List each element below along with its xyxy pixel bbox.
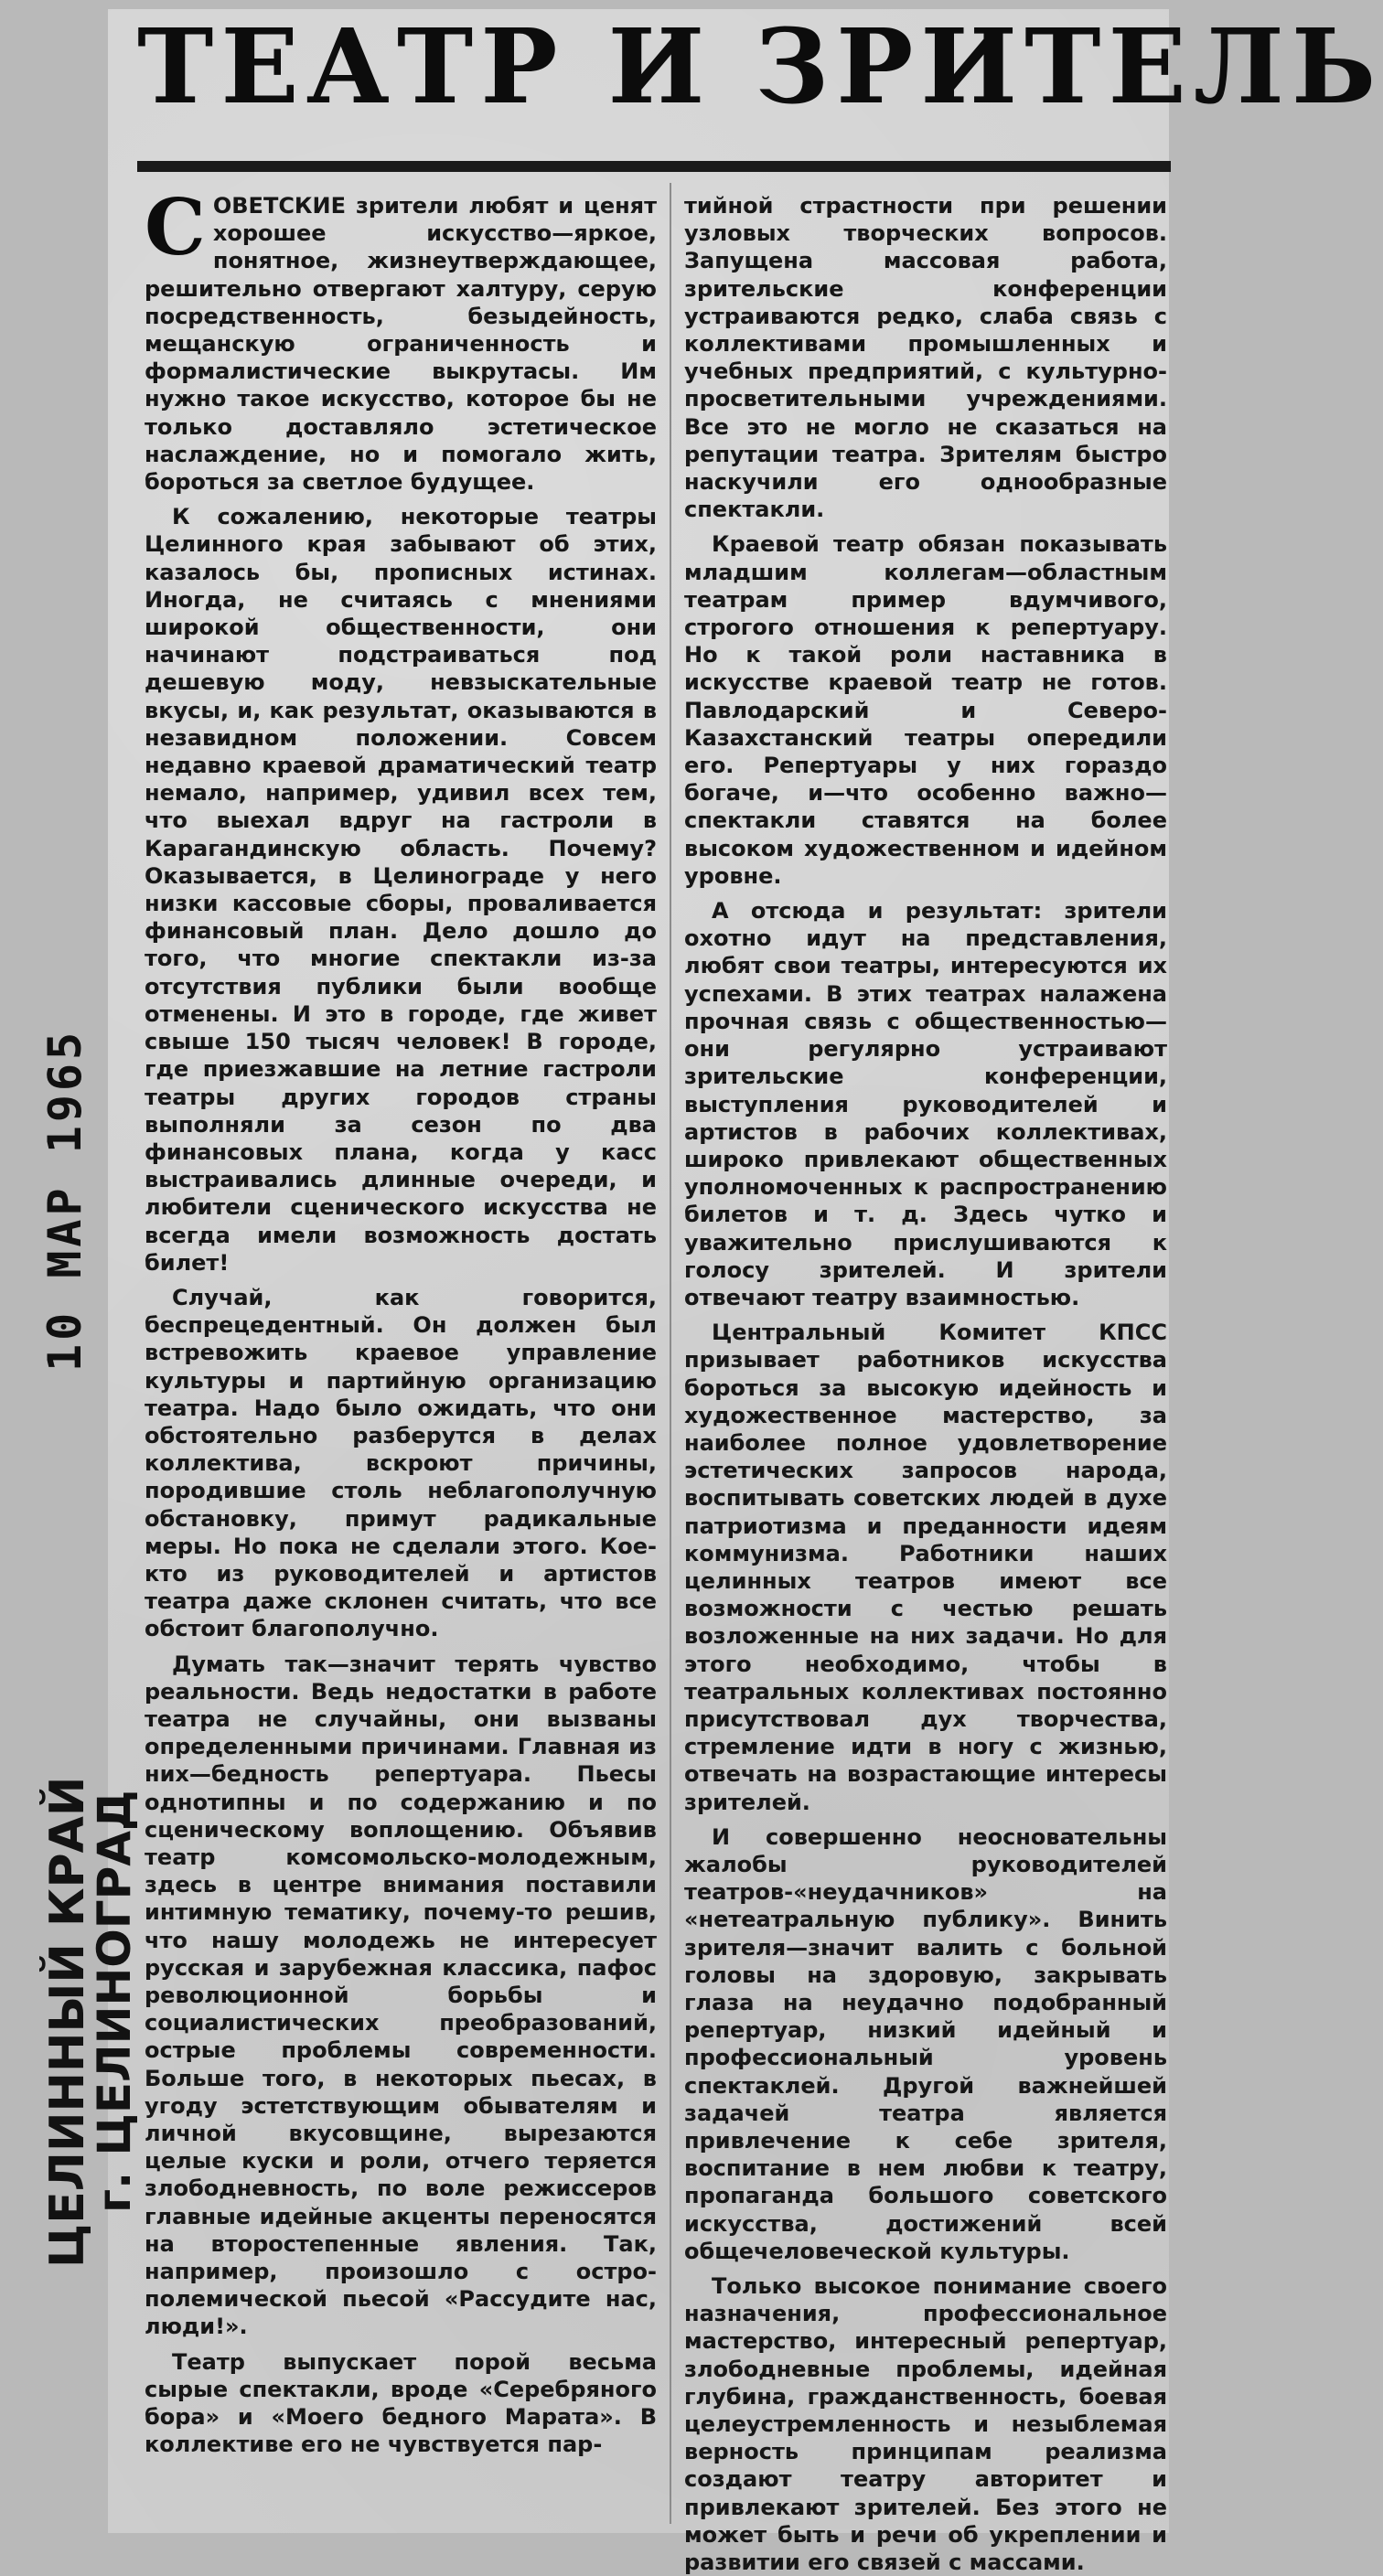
article-paragraph: Только высокое понимание своего назначения, профессиональное мастерство, интересный репертуар, злободневные проблемы, идейная глубина, гражданственность, боевая целеустремленность и незыблемая верность принципам реализма создают театру авторитет и привлекают зрителей. Без этого не может быть и речи об укреплении и развитии его связей с массами. [684,2273,1167,2576]
article-paragraph: А отсюда и результат: зрители охотно идут на представления, любят свои театры, интересуются их успехами. В этих театрах налажена прочная связь с общественностью—они регулярно устраивают зрительские конференции, выступления руководителей и артистов в рабочих коллективах, широко привлекают общественных уполномоченных к распространению билетов и т. д. Здесь чутко и уважительно прислушиваются к голосу зрителей. И зрители отвечают театру взаимностью. [684,898,1167,1310]
article-column-right [684,192,1167,2576]
drop-cap: С [145,182,206,273]
newspaper-city: г. ЦЕЛИНОГРАД [88,1790,141,2213]
article-paragraph: И совершенно неосновательны жалобы руководителей театров-«неудачников» на «нетеатральную публику». Винить зрителя—значит валить с больной головы на здоровую, закрывать глаза на неудачно подобранный репертуар, низкий идейный и профессиональный уровень спектаклей. Другой важнейшей задачей театра является привлечение к себе зрителя, воспитание в нем любви к театру, пропаганда большого советского искусства, достижений всей общечеловеческой культуры. [684,1823,1167,2264]
column-divider [670,183,671,2524]
article-paragraph: Центральный Комитет КПСС призывает работников искусства бороться за высокую идейность и художественное мастерство, за наиболее полное удовлетворение эстетических запросов народа, воспитывать советских людей в духе патриотизма и преданности идеям коммунизма. Работники наших целинных театров имеют все возможности с честью решать возложенные на них задачи. Но для этого необходимо, чтобы в театральных коллективах постоянно присутствовал дух творчества, стремление идти в ногу с жизнью, отвечать на возрастающие интересы зрителей. [684,1320,1167,1815]
date-stamp: 10 МАР 1965 [38,1028,91,1372]
article-paragraph: К сожалению, некоторые театры Целинного края забывают об этих, казалось бы, прописных истинах. Иногда, не считаясь с мнениями широкой общественности, они начинают подстраиваться под дешевую моду, невзыскательные вкусы, и, как результат, оказываются в незавидном положении. Совсем недавно краевой драматический театр немало, например, удивил всех тем, что выехал вдруг на гастроли в Карагандинскую область. Почему? Оказывается, в Целинограде у него низки кассовые сборы, проваливается финансовый план. Дело дошло до того, что многие спектакли из-за отсутствия публики были вообще отменены. И это в городе, где живет свыше 150 тысяч человек! В городе, где приезжавшие на летние гастроли театры других городов страны выполняли за сезон по два финансовых плана, когда у касс выстраивались длинные очереди, и любители сценического искусства не всегда имели возможность достать билет! [145,504,657,1276]
headline-rule [137,161,1171,172]
article-headline: ТЕАТР И ЗРИТЕЛЬ [137,7,1383,127]
article-paragraph: Краевой театр обязан показывать младшим коллегам—областным театрам пример вдумчивого, строгого отношения к репертуару. Но к такой роли наставника в искусстве краевой театр не готов. Павлодарский и Северо-Казахстанский театры опередили его. Репертуары у них гораздо богаче, и—что особенно важно—спектакли ставятся на более высоком художественном и идейном уровне. [684,531,1167,889]
newspaper-source: ЦЕЛИННЫЙ КРАЙ [40,1776,95,2268]
article-paragraph: СОВЕТСКИЕ зрители любят и ценят хорошее искусство—яркое, понятное, жизнеутверждающее, решительно отвергают халтуру, серую посредственность, безыдейность, мещанскую ограниченность и формалистические выкрутасы. Им нужно такое искусство, которое бы не только доставляло эстетическое наслаждение, но и помогало жить, бороться за светлое будущее. [145,182,657,496]
article-paragraph: Театр выпускает порой весьма сырые спектакли, вроде «Серебряного бора» и «Моего бедного Марата». В коллективе его не чувствуется пар- [145,2348,657,2458]
article-column-left [145,182,657,2533]
article-paragraph: Случай, как говорится, беспрецедентный. Он должен был встревожить краевое управление культуры и партийную организацию театра. Надо было ожидать, что они обстоятельно разберутся в делах коллектива, вскроют причины, породившие столь неблагополучную обстановку, примут радикальные меры. Но пока не сделали этого. Кое-кто из руководителей и артистов театра даже склонен считать, что все обстоит благополучно. [145,1284,657,1642]
article-paragraph: Думать так—значит терять чувство реальности. Ведь недостатки в работе театра не случайны, они вызваны определенными причинами. Главная из них—бедность репертуара. Пьесы однотипны и по содержанию и по сценическому воплощению. Объявив театр комсомольско-молодежным, здесь в центре внимания поставили интимную тематику, почему-то решив, что нашу молодежь не интересует русская и зарубежная классика, пафос революционной борьбы и социалистических преобразований, острые проблемы современности. Больше того, в некоторых пьесах, в угоду эстетствующим обывателям и личной вкусовщине, вырезаются целые куски и роли, отчего теряется злободневность, по воле режиссеров главные идейные акценты переносятся на второстепенные явления. Так, например, произошло с остро-полемической пьесой «Рассудите нас, люди!». [145,1651,657,2340]
article-paragraph: тийной страстности при решении узловых творческих вопросов. Запущена массовая работа, зрительские конференции устраиваются редко, слаба связь с коллективами промышленных и учебных предприятий, с культурно-просветительными учреждениями. Все это не могло не сказаться на репутации театра. Зрителям быстро наскучили его однообразные спектакли. [684,193,1167,523]
